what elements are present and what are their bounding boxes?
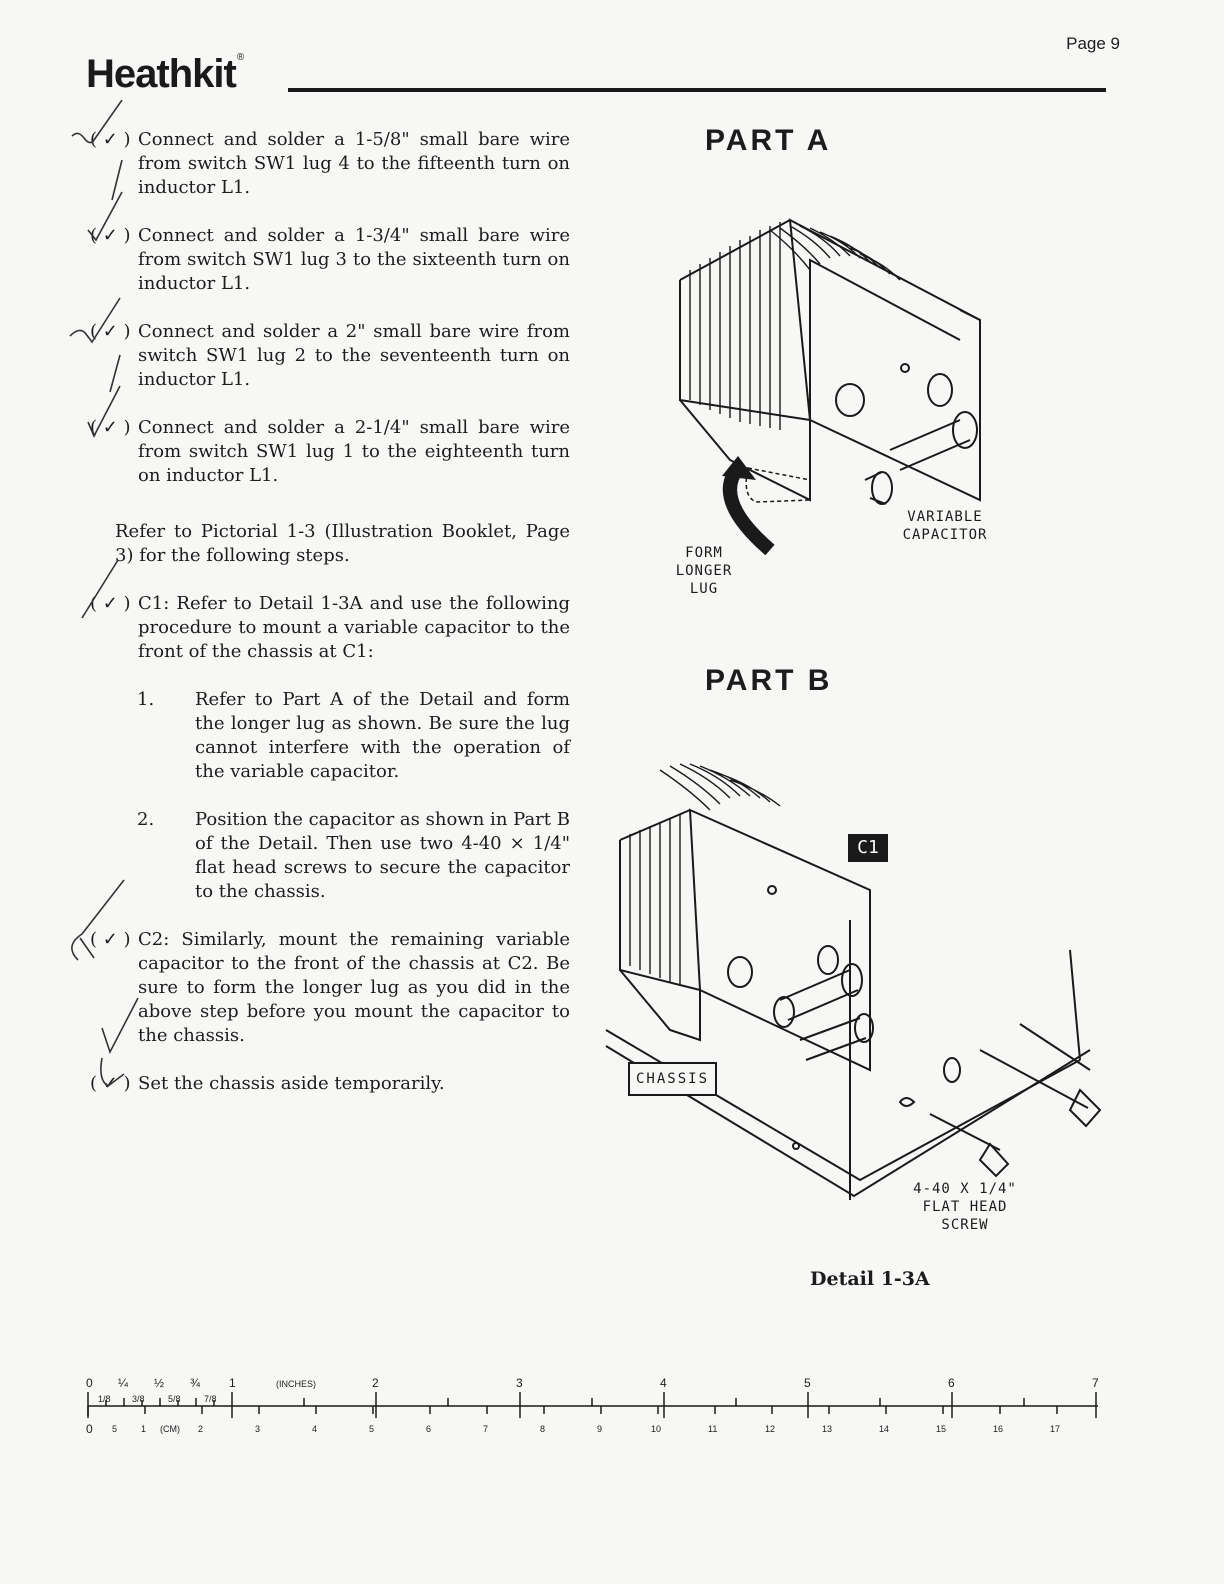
label-line: VARIABLE xyxy=(907,509,983,525)
checkbox[interactable]: ( ✓ ) xyxy=(90,417,131,438)
ruler-eighth-7: 7/8 xyxy=(204,1394,217,1404)
substep-1 xyxy=(115,688,570,784)
label-line: LUG xyxy=(689,581,719,597)
ruler-cm-16: 16 xyxy=(993,1424,1004,1434)
substep-2 xyxy=(115,808,570,904)
ruler-inch-three-quarter: ¾ xyxy=(190,1376,201,1390)
substep-number: 2. xyxy=(137,809,155,830)
step-text: C2: Similarly, mount the remaining variable capacitor to the front of the chassis at C2. Be sure to form the longer lug as you did in the above step before you mount the capacitor to the chassis. xyxy=(138,929,570,1046)
ruler-eighth-5: 5/8 xyxy=(168,1394,181,1404)
ruler-cm-5: 5 xyxy=(369,1424,375,1434)
ruler-cm-15: 15 xyxy=(936,1424,947,1434)
ruler-cm-7: 7 xyxy=(483,1424,489,1434)
figure-caption: Detail 1-3A xyxy=(810,1268,930,1290)
ruler-inch-3: 3 xyxy=(516,1376,523,1390)
ruler-cm-2: 2 xyxy=(198,1424,204,1434)
variable-capacitor-label xyxy=(890,508,1000,544)
header-rule xyxy=(288,88,1106,92)
handwritten-checkmarks xyxy=(60,100,180,1110)
ruler-inches-unit: (INCHES) xyxy=(276,1379,316,1389)
label-line: SCREW xyxy=(941,1217,989,1233)
capacitor-chassis-part-b-drawing xyxy=(600,730,1110,1210)
ruler-cm-4: 4 xyxy=(312,1424,318,1434)
checkbox[interactable]: ( ✓ ) xyxy=(90,225,131,246)
ruler-cm-9: 9 xyxy=(597,1424,603,1434)
ruler-inch-4: 4 xyxy=(660,1376,667,1390)
c1-badge: C1 xyxy=(848,834,888,862)
checkbox[interactable]: ( ✓ ) xyxy=(90,321,131,342)
ruler-cm-unit: (CM) xyxy=(160,1424,180,1434)
ruler-cm-6: 6 xyxy=(426,1424,432,1434)
label-line: FLAT HEAD xyxy=(922,1199,1008,1215)
ruler-cm-17: 17 xyxy=(1050,1424,1061,1434)
label-line: 4-40 X 1/4" xyxy=(913,1181,1017,1197)
ruler-inch-1: 1 xyxy=(229,1376,236,1390)
ruler-cm-0: 0 xyxy=(86,1422,93,1436)
part-b-title: PART B xyxy=(705,664,833,697)
ruler-inch-2: 2 xyxy=(372,1376,379,1390)
registered-mark: ® xyxy=(236,52,244,63)
step-text: Connect and solder a 2" small bare wire from switch SW1 lug 2 to the seventeenth turn on inductor L1. xyxy=(138,321,570,390)
refer-paragraph: Refer to Pictorial 1-3 (Illustration Booklet, Page 3) for the following steps. xyxy=(115,521,570,566)
checkbox[interactable]: ( ✓ ) xyxy=(90,1073,131,1094)
step-text: C1: Refer to Detail 1-3A and use the following procedure to mount a variable capacitor to the front of the chassis at C1: xyxy=(138,593,570,662)
part-a-title: PART A xyxy=(705,124,832,157)
brand-name: Heathkit xyxy=(86,52,236,96)
ruler-cm-3: 3 xyxy=(255,1424,261,1434)
ruler-cm-11: 11 xyxy=(708,1424,718,1434)
ruler-inch-quarter: ¼ xyxy=(118,1376,129,1390)
checkbox[interactable]: ( ✓ ) xyxy=(90,129,131,150)
chassis-label: CHASSIS xyxy=(628,1062,717,1096)
substep-text: Refer to Part A of the Detail and form the longer lug as shown. Be sure the lug cannot interfere with the operation of the variable capacitor. xyxy=(195,689,570,782)
ruler-eighth-1: 1/8 xyxy=(98,1394,111,1404)
ruler-cm-10: 10 xyxy=(651,1424,662,1434)
label-line: LONGER xyxy=(675,563,733,579)
screw-label xyxy=(910,1180,1020,1234)
checkbox[interactable]: ( ✓ ) xyxy=(90,593,131,614)
ruler-cm-half: 5 xyxy=(112,1424,118,1434)
ruler-inch-7: 7 xyxy=(1092,1376,1099,1390)
form-longer-lug-label xyxy=(672,544,736,598)
substep-text: Position the capacitor as shown in Part B of the Detail. Then use two 4-40 × 1/4" flat head screws to secure the capacitor to the chassis. xyxy=(195,809,570,902)
step-text: Connect and solder a 2-1/4" small bare wire from switch SW1 lug 1 to the eighteenth turn on inductor L1. xyxy=(138,417,570,486)
label-line: FORM xyxy=(685,545,723,561)
brand-logo xyxy=(86,52,243,97)
substep-number: 1. xyxy=(137,689,155,710)
label-line: CAPACITOR xyxy=(902,527,988,543)
step-text: Connect and solder a 1-5/8" small bare wire from switch SW1 lug 4 to the fifteenth turn on inductor L1. xyxy=(138,129,570,198)
checkbox[interactable]: ( ✓ ) xyxy=(90,929,131,950)
ruler-eighth-3: 3/8 xyxy=(132,1394,145,1404)
step-text: Set the chassis aside temporarily. xyxy=(138,1073,445,1094)
measurement-ruler xyxy=(86,1374,1106,1440)
ruler-inch-half: ½ xyxy=(154,1376,165,1390)
ruler-cm-12: 12 xyxy=(765,1424,776,1434)
ruler-cm-14: 14 xyxy=(879,1424,890,1434)
page-number: Page 9 xyxy=(1066,34,1120,53)
ruler-cm-8: 8 xyxy=(540,1424,546,1434)
variable-capacitor-part-a-drawing xyxy=(660,200,1040,560)
ruler-cm-13: 13 xyxy=(822,1424,833,1434)
ruler-inch-6: 6 xyxy=(948,1376,955,1390)
ruler-cm-1: 1 xyxy=(141,1424,147,1434)
ruler-inch-5: 5 xyxy=(804,1376,811,1390)
step-text: Connect and solder a 1-3/4" small bare wire from switch SW1 lug 3 to the sixteenth turn on inductor L1. xyxy=(138,225,570,294)
ruler-inch-0: 0 xyxy=(86,1376,93,1390)
